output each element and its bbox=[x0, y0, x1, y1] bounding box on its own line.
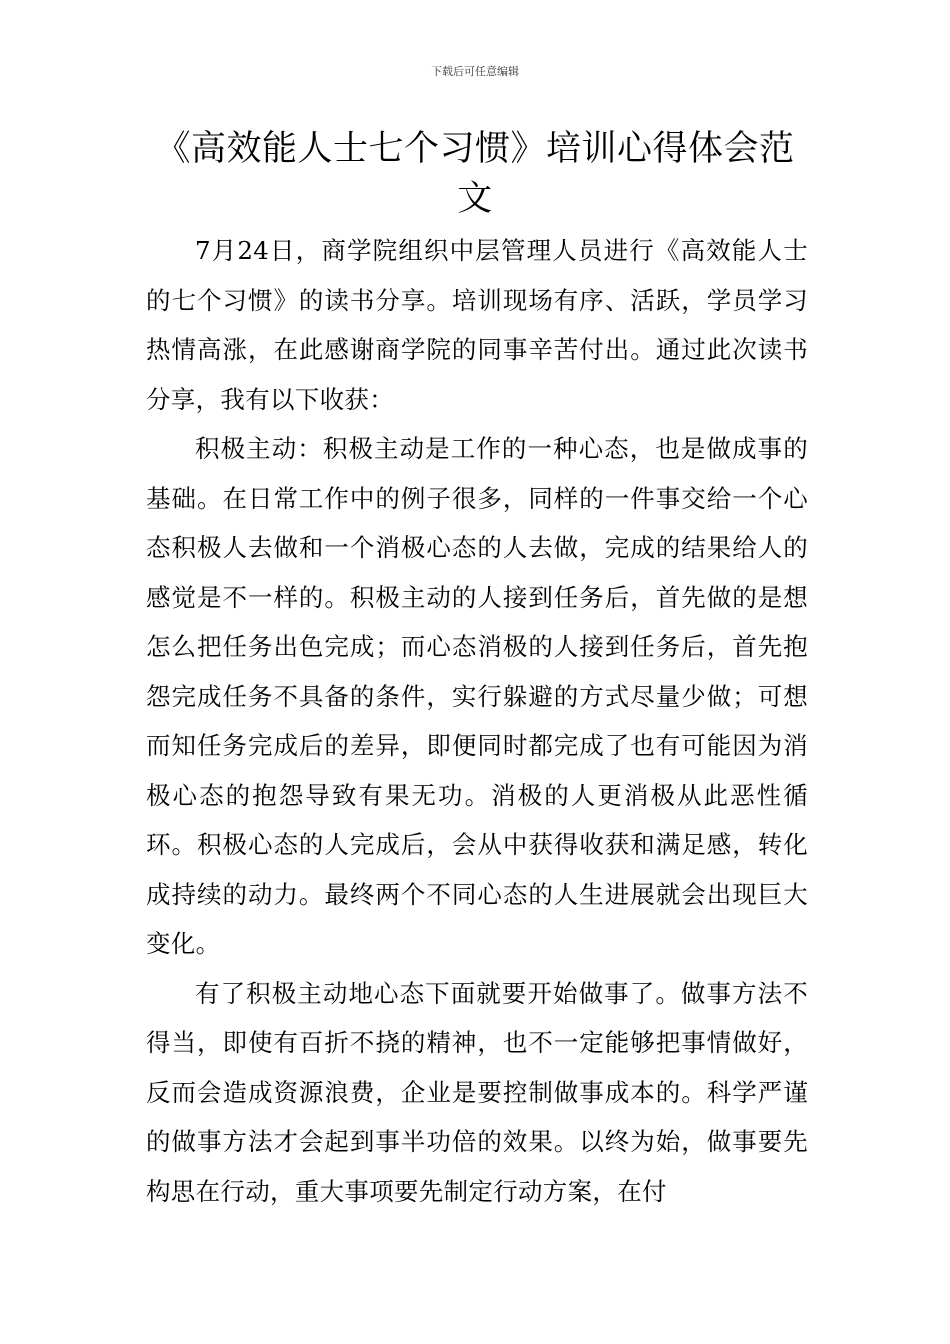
header-note: 下载后可任意编辑 bbox=[431, 65, 519, 78]
paragraph-intro: 7月24日，商学院组织中层管理人员进行《高效能人士的七个习惯》的读书分享。培训现场有序、活跃，学员学习热情高涨，在此感谢商学院的同事辛苦付出。通过此次读书分享，我有以下收获： bbox=[146, 236, 808, 414]
paragraph-method: 有了积极主动地心态下面就要开始做事了。做事方法不得当，即使有百折不挠的精神，也不一定能够把事情做好，反而会造成资源浪费，企业是要控制做事成本的。科学严谨的做事方法才会起到事半功倍的效果。以终为始，做事要先构思在行动，重大事项要先制定行动方案，在付 bbox=[146, 978, 808, 1206]
paragraph-proactive: 积极主动：积极主动是工作的一种心态，也是做成事的基础。在日常工作中的例子很多，同样的一件事交给一个心态积极人去做和一个消极心态的人去做，完成的结果给人的感觉是不一样的。积极主动的人接到任务后，首先做的是想怎么把任务出色完成；而心态消极的人接到任务后，首先抱怨完成任务不具备的条件，实行躲避的方式尽量少做；可想而知任务完成后的差异，即便同时都完成了也有可能因为消极心态的抱怨导致有果无功。消极的人更消极从此恶性循环。积极心态的人完成后，会从中获得收获和满足感，转化成持续的动力。最终两个不同心态的人生进展就会出现巨大变化。 bbox=[146, 434, 808, 958]
document-title: 《高效能人士七个习惯》培训心得体会范文 bbox=[155, 129, 795, 219]
document-body bbox=[146, 226, 808, 1216]
